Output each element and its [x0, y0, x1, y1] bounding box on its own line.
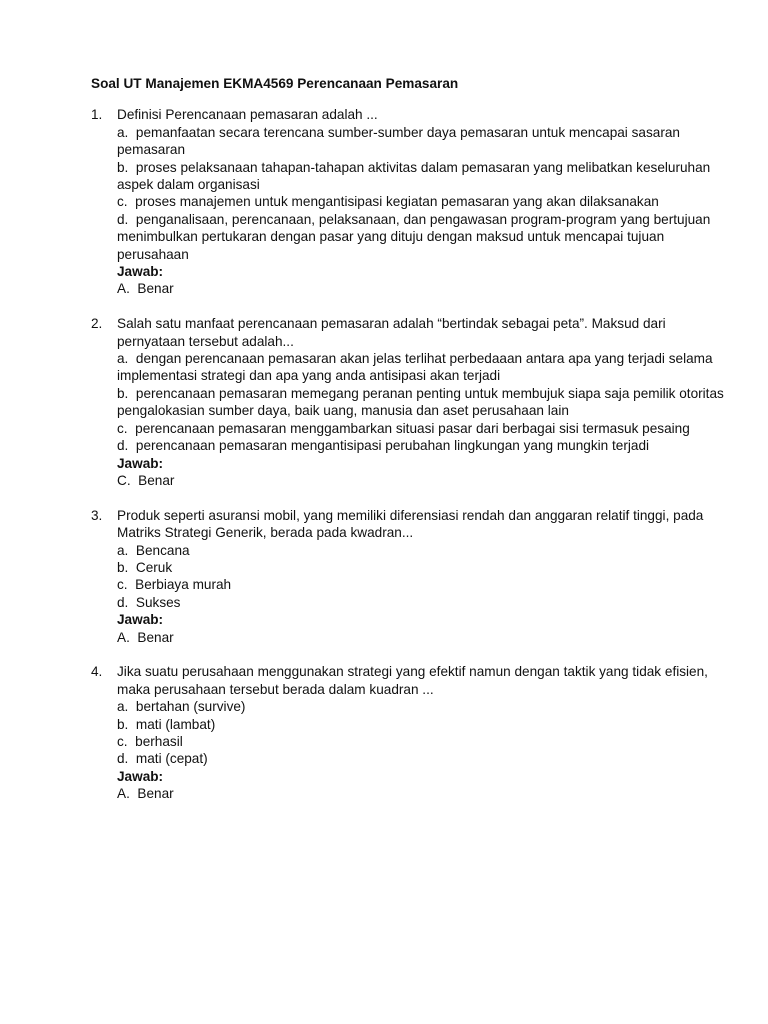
answer-value: C. Benar: [117, 472, 175, 488]
option-letter: a.: [117, 351, 129, 367]
option-text: perencanaan pemasaran memegang peranan penting untuk membujuk siapa saja pemilik otoritas pengalokasian sumber daya, baik uang, manusia dan aset perusahaan lain: [117, 385, 724, 419]
answer-label: Jawab:: [117, 264, 164, 280]
question-number: 2.: [91, 316, 103, 332]
option-a: [117, 698, 728, 715]
option-b: [117, 716, 728, 733]
answer-label: Jawab:: [117, 455, 164, 471]
question-4: [91, 663, 728, 802]
option-letter: c.: [117, 194, 128, 210]
option-text: mati (lambat): [135, 716, 216, 732]
option-b: [117, 159, 728, 194]
option-letter: c.: [117, 420, 128, 436]
question-text: Salah satu manfaat perencanaan pemasaran adalah “bertindak sebagai peta”. Maksud dari pernyataan tersebut adalah...: [117, 316, 666, 349]
option-d: [117, 211, 728, 263]
option-text: Bencana: [135, 542, 190, 558]
option-text: Berbiaya murah: [135, 577, 232, 593]
option-text: mati (cepat): [135, 751, 208, 767]
option-letter: b.: [117, 716, 129, 732]
question-text: Jika suatu perusahaan menggunakan strategi yang efektif namun dengan taktik yang tidak efisien, maka perusahaan tersebut berada dalam kuadran ...: [117, 664, 708, 697]
question-text: Definisi Perencanaan pemasaran adalah ...: [117, 107, 378, 123]
option-letter: d.: [117, 594, 129, 610]
question-1: [91, 106, 728, 297]
option-text: pemanfaatan secara terencana sumber-sumber daya pemasaran untuk mencapai sasaran pemasaran: [117, 124, 680, 158]
answer-value: A. Benar: [117, 786, 174, 802]
option-d: [117, 750, 728, 767]
option-text: bertahan (survive): [135, 699, 246, 715]
option-text: Ceruk: [135, 559, 173, 575]
answer-label: Jawab:: [117, 612, 164, 628]
question-3: [91, 507, 728, 646]
option-letter: d.: [117, 751, 129, 767]
option-text: perencanaan pemasaran mengantisipasi perubahan lingkungan yang mungkin terjadi: [135, 438, 650, 454]
option-b: [117, 385, 728, 420]
answer-label: Jawab:: [117, 768, 164, 784]
option-d: [117, 594, 728, 611]
question-text: Produk seperti asuransi mobil, yang memiliki diferensiasi rendah dan anggaran relatif tinggi, pada Matriks Strategi Generik, berada pada kwadran...: [117, 507, 704, 541]
option-letter: a.: [117, 542, 129, 558]
option-c: [117, 420, 728, 437]
option-letter: a.: [117, 124, 129, 140]
question-number: 3.: [91, 507, 103, 523]
answer-value: A. Benar: [117, 281, 174, 297]
option-text: proses manajemen untuk mengantisipasi kegiatan pemasaran yang akan dilaksanakan: [135, 194, 659, 210]
option-letter: b.: [117, 385, 129, 401]
option-a: [117, 350, 728, 385]
option-letter: b.: [117, 159, 129, 175]
question-number: 4.: [91, 664, 103, 680]
option-a: [117, 124, 728, 159]
option-b: [117, 559, 728, 576]
option-c: [117, 576, 728, 593]
option-letter: c.: [117, 733, 128, 749]
option-a: [117, 542, 728, 559]
option-text: proses pelaksanaan tahapan-tahapan aktivitas dalam pemasaran yang melibatkan keseluruhan aspek dalam organisasi: [117, 159, 711, 193]
option-letter: c.: [117, 577, 128, 593]
answer-value: A. Benar: [117, 629, 174, 645]
question-2: [91, 315, 728, 489]
option-text: Sukses: [135, 594, 181, 610]
question-number: 1.: [91, 107, 103, 123]
option-text: perencanaan pemasaran menggambarkan situasi pasar dari berbagai sisi termasuk pesaing: [135, 420, 690, 436]
option-letter: a.: [117, 699, 129, 715]
option-letter: b.: [117, 559, 129, 575]
option-text: penganalisaan, perencanaan, pelaksanaan, dan pengawasan program-program yang bertujuan menimbulkan pertukaran dengan pasar yang dituju dengan maksud untuk mencapai tujuan perusahaan: [117, 211, 711, 262]
option-text: dengan perencanaan pemasaran akan jelas terlihat perbedaaan antara apa yang terjadi selama implementasi strategi dan apa yang anda antisipasi akan terjadi: [117, 351, 713, 384]
option-letter: d.: [117, 211, 129, 227]
option-text: berhasil: [135, 733, 183, 749]
option-d: [117, 437, 728, 454]
option-c: [117, 733, 728, 750]
option-letter: d.: [117, 438, 129, 454]
document-title: Soal UT Manajemen EKMA4569 Perencanaan Pemasaran: [91, 76, 459, 91]
option-c: [117, 193, 728, 210]
